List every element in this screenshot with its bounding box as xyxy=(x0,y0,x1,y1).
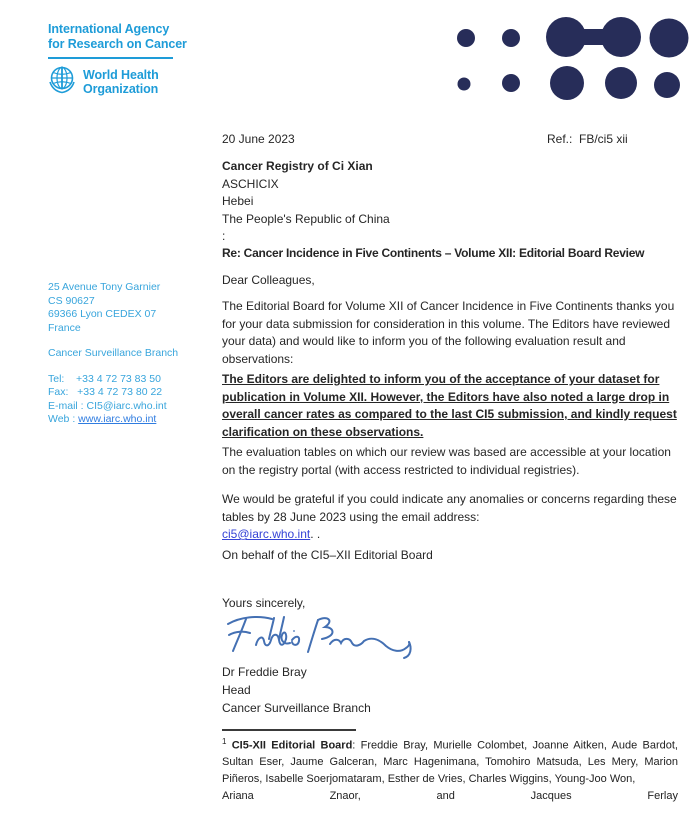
footnote-marker: 1 xyxy=(222,737,227,746)
signatory-name: Dr Freddie Bray xyxy=(222,665,307,679)
iarc-website-link[interactable]: www.iarc.who.int xyxy=(78,413,157,425)
iarc-logo-text: International Agency for Research on Cancer xyxy=(48,22,187,51)
who-emblem-icon xyxy=(48,65,76,99)
paragraph-intro: The Editorial Board for Volume XII of Cancer Incidence in Five Continents thanks you for your data submission for consideration in this volume. The Editors have reviewed your data) and would like to inform you of the following evaluation result and observations: xyxy=(222,299,675,366)
signatory-title: Head xyxy=(222,683,251,697)
recipient-name: Cancer Registry of Ci Xian xyxy=(222,159,373,173)
reference-number: Ref.: FB/ci5 xii xyxy=(547,132,628,146)
dots-graphic-icon xyxy=(445,12,695,112)
deadline-trailing-text: . . xyxy=(310,527,321,541)
closing-line: Yours sincerely, xyxy=(222,596,306,610)
footnote-text xyxy=(222,734,678,788)
ci5-email-link[interactable]: ci5@iarc.who.int xyxy=(222,527,311,541)
deadline-text: We would be grateful if you could indicate any anomalies or concerns regarding these tables by 28 June 2023 using the email address: xyxy=(222,492,677,524)
logo-divider xyxy=(48,57,173,59)
letter-date: 20 June 2023 xyxy=(222,132,295,146)
salutation: Dear Colleagues, xyxy=(222,273,315,287)
sidebar-contact-block xyxy=(48,281,218,427)
paragraph-deadline xyxy=(222,491,678,544)
paragraph-decision-bold-underline: The Editors are delighted to inform you of the acceptance of your dataset for publication in Volume XII. However, the Editors have also noted a large drop in overall cancer rates as compared to the last CI5 submission, and kindly request clarification on these observations. xyxy=(222,372,677,439)
handwritten-signature xyxy=(222,608,678,668)
footnote-separator xyxy=(222,729,356,731)
subject-line: Re: Cancer Incidence in Five Continents – Volume XII: Editorial Board Review xyxy=(222,246,645,260)
footnote-names: : Freddie Bray, Murielle Colombet, Joanne Aitken, Aude Bardot, Sultan Eser, Jaume Galceran, Marc Hagenimana, Tomohiro Matsuda, Les Mery, Marion Piñeros, Isabelle Soerjomataram, Esther de Vries, Charles Wiggins, Young-Joo Won, xyxy=(222,739,678,786)
who-logo-text: World Health Organization xyxy=(83,67,159,96)
signatory-branch: Cancer Surveillance Branch xyxy=(222,701,371,715)
on-behalf-line: On behalf of the CI5–XII Editorial Board xyxy=(222,548,433,562)
paragraph-evaluation-tables: The evaluation tables on which our review was based are accessible at your location on the registry portal (with access restricted to individual registries). xyxy=(222,445,671,477)
sidebar-tel-fax-email: Tel: +33 4 72 73 83 50 Fax: +33 4 72 73 80 22 E-mail : CI5@iarc.who.int xyxy=(48,372,167,412)
footnote-last-line: Ariana Znaor, and Jacques Ferlay xyxy=(222,790,678,803)
iarc-postal-address: 25 Avenue Tony Garnier CS 90627 69366 Lyon CEDEX 07 France xyxy=(48,281,161,334)
footnote-label: CI5-XII Editorial Board xyxy=(231,739,353,752)
sidebar-branch-name: Cancer Surveillance Branch xyxy=(48,347,179,359)
web-label: Web : xyxy=(48,413,79,425)
recipient-address xyxy=(222,158,678,246)
letterhead xyxy=(48,22,187,99)
recipient-lines: ASCHICIX Hebei The People's Republic of China : xyxy=(222,176,390,243)
footnote xyxy=(222,734,678,805)
signature-block xyxy=(222,663,678,717)
sidebar-web-line xyxy=(48,413,218,427)
date-ref-row xyxy=(222,131,678,149)
